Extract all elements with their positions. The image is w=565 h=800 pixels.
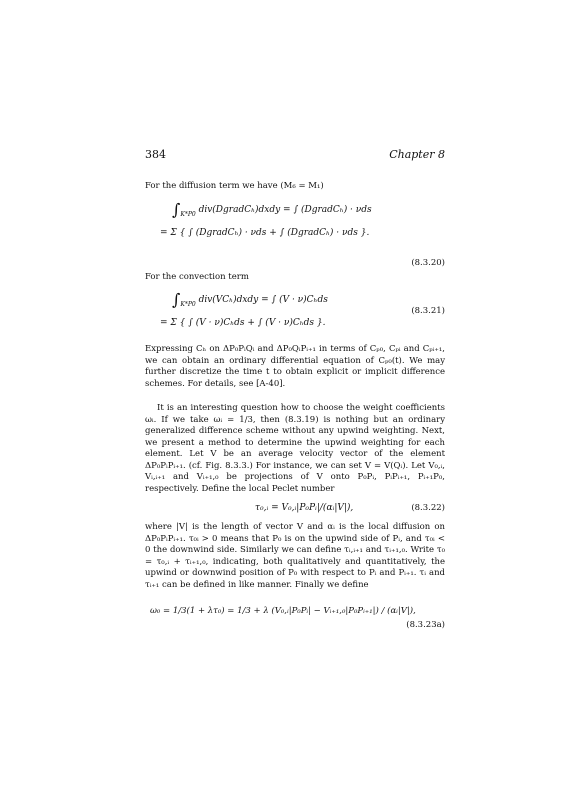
paragraph-diffusion-intro: For the diffusion term we have (M₆ = M₁) <box>145 181 324 191</box>
chapter-title: Chapter 8 <box>389 148 445 161</box>
equation-8-3-20-line1: $\int_{K*P0}$ div(DgradCₕ)dxdy = ∫ (DgradCₕ) · νds <box>172 200 372 219</box>
paragraph-local-diffusion: where |V| is the length of vector V and αᵢ is the local diffusion on ΔP₀PᵢPᵢ₊₁. τ₀ᵢ > 0 means that P₀ is on the upwind side of Pᵢ, and τ₀ᵢ < 0 the downwind side. Similarly we can define τᵢ,ᵢ₊₁ and τᵢ₊₁,₀. Write τ₀ = τ₀,ᵢ + τᵢ₊₁,₀, indicating, both qualitatively and quantitatively, the upwind or downwind position of P₀ with respect to Pᵢ and Pᵢ₊₁. τᵢ and τᵢ₊₁ can be defined in like manner. Finally we define <box>145 522 445 590</box>
equation-8-3-21-line1: $\int_{K*P0}$ div(VCₕ)dxdy = ∫ (V · ν)Cₕds <box>172 290 328 309</box>
equation-8-3-22: τ₀,ᵢ = V₀,ᵢ|P₀Pᵢ|/(αᵢ|V|), (8.3.22) <box>255 503 445 513</box>
equation-8-3-20-line2: = Σ { ∫ (DgradCₕ) · νds + ∫ (DgradCₕ) · νds }. <box>160 228 370 238</box>
equation-8-3-21-line2: = Σ { ∫ (V · ν)Cₕds + ∫ (V · ν)Cₕds }. <box>160 318 326 328</box>
page-number: 384 <box>145 148 166 161</box>
paragraph-weight-coefficients: It is an interesting question how to choose the weight coefficients ωᵢ. If we take ωᵢ = 1/3, then (8.3.19) is nothing but an ordinary generalized difference scheme without any upwind weighting. Next, we present a method to determine the upwind weighting for each element. Let V be an average velocity vector of the element ΔP₀PᵢPᵢ₊₁. (cf. Fig. 8.3.3.) For instance, we can set V = V(Qᵢ). Let V₀,ᵢ, Vᵢ,ᵢ₊₁ and Vᵢ₊₁,₀ be projections of V onto P₀Pᵢ, PᵢPᵢ₊₁, Pᵢ₊₁P₀, respectively. Define the local Peclet number <box>145 403 445 494</box>
paragraph-expressing-ch: Expressing Cₕ on ΔP₀PᵢQᵢ and ΔP₀QᵢPᵢ₊₁ in terms of Cₚ₀, Cₚᵢ and Cₚᵢ₊₁, we can obtain an ordinary differential equation of Cₚ₀(t). We may further discretize the time t to obtain explicit or implicit difference schemes. For details, see [A-40]. <box>145 344 445 389</box>
equation-8-3-23a: ω₀ = 1/3(1 + λτ₀) = 1/3 + λ (V₀,ᵢ|P₀Pᵢ| − Vᵢ₊₁,₀|P₀Pᵢ₊₁|) / (αᵢ|V|), <box>150 606 416 616</box>
page: 384 Chapter 8 For the diffusion term we have (M₆ = M₁) $\int_{K*P0}$ div(DgradCₕ)dxdy = ∫ (DgradCₕ) · νds = Σ { ∫ (DgradCₕ) · νds + ∫ (DgradCₕ) · νds }. (8.3.20) For the convection term $\int_{K*P0}$ div(VCₕ)dxdy = ∫ (V · ν)Cₕds (8.3.21) = Σ { ∫ (V · ν)Cₕds + ∫ (V · ν)Cₕds }. Expressing Cₕ on ΔP₀PᵢQᵢ and ΔP₀QᵢPᵢ₊₁ in terms of Cₚ₀, Cₚᵢ and Cₚᵢ₊₁, we can obtain an ordinary differential equation of Cₚ₀(t). We may further discretize the time t to obtain explicit or implicit difference schemes. For details, see [A-40]. It is an interesting question how to choose the weight coefficients ωᵢ. If we take ωᵢ = 1/3, then (8.3.19) is nothing but an ordinary generalized difference scheme without any upwind weighting. Next, we present a method to determine the upwind weighting for each element. Let V be an average velocity vector of the element ΔP₀PᵢPᵢ₊₁. (cf. Fig. 8.3.3.) For instance, we can set V = V(Qᵢ). Let V₀,ᵢ, Vᵢ,ᵢ₊₁ and Vᵢ₊₁,₀ be projections of V onto P₀Pᵢ, PᵢPᵢ₊₁, Pᵢ₊₁P₀, respectively. Define the local Peclet number τ₀,ᵢ = V₀,ᵢ|P₀Pᵢ|/(αᵢ|V|), (8.3.22) where |V| is the length of vector V and αᵢ is the local diffusion on ΔP₀PᵢPᵢ₊₁. τ₀ᵢ > 0 means that P₀ is on the upwind side of Pᵢ, and τ₀ᵢ < 0 the downwind side. Similarly we can define τᵢ,ᵢ₊₁ and τᵢ₊₁,₀. Write τ₀ = τ₀,ᵢ + τᵢ₊₁,₀, indicating, both qualitatively and quantitatively, the upwind or downwind position of P₀ with respect to Pᵢ and Pᵢ₊₁. τᵢ and τᵢ₊₁ can be defined in like manner. Finally we define ω₀ = 1/3(1 + λτ₀) = 1/3 + λ (V₀,ᵢ|P₀Pᵢ| − Vᵢ₊₁,₀|P₀Pᵢ₊₁|) / (αᵢ|V|), (8.3.23a) <box>145 148 445 630</box>
paragraph-convection-intro: For the convection term <box>145 272 249 282</box>
